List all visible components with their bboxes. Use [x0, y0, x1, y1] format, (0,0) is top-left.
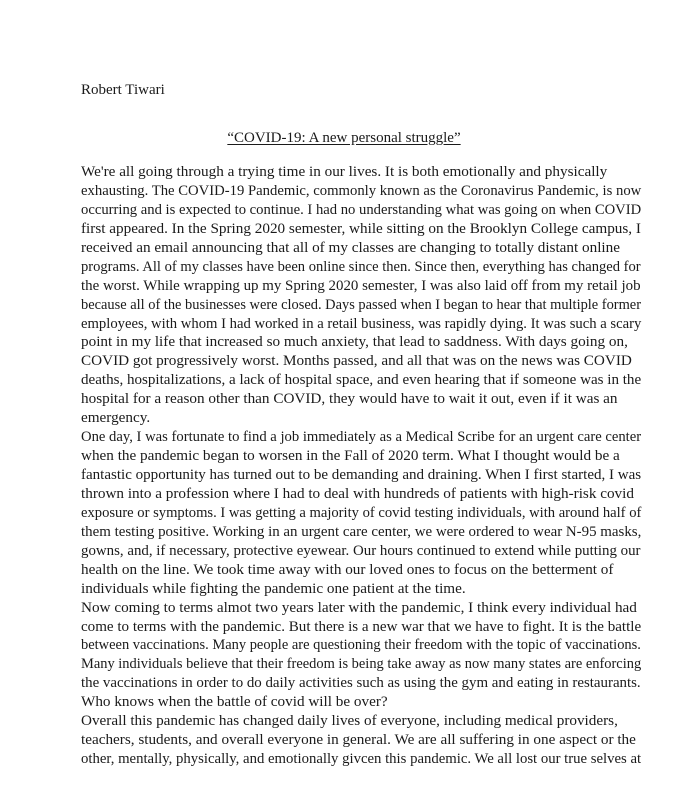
body-line: health on the line. We took time away with our loved ones to focus on the betterment of — [81, 560, 614, 578]
body-line: come to terms with the pandemic. But there is a new war that we have to fight. It is the battle — [81, 617, 642, 635]
body-line: because all of the businesses were closed. Days passed when I began to hear that multiple former — [81, 295, 642, 313]
body-line: them testing positive. Working in an urgent care center, we were ordered to wear N-95 masks, — [81, 522, 642, 540]
body-line: gowns, and, if necessary, protective eyewear. Our hours continued to extend while putting our — [81, 541, 641, 559]
body-line: thrown into a profession where I had to deal with hundreds of patients with high-risk covid — [81, 484, 634, 502]
body-line: first appeared. In the Spring 2020 semester, while sitting on the Brooklyn College campus, I — [81, 219, 641, 237]
body-line: hospital for a reason other than COVID, they would have to wait it out, even if it was an — [81, 390, 618, 408]
body-line: We're all going through a trying time in our lives. It is both emotionally and physically — [81, 163, 608, 180]
essay-title — [0, 129, 688, 147]
body-line: fantastic opportunity has turned out to be demanding and draining. When I first started, I was — [81, 466, 642, 483]
body-line: when the pandemic began to worsen in the Fall of 2020 term. What I thought would be a — [81, 447, 620, 465]
author-name: Robert Tiwari — [81, 82, 165, 98]
body-line: point in my life that increased so much anxiety, that lead to saddness. With days going on, — [81, 333, 628, 351]
essay-body — [81, 163, 641, 769]
body-line: COVID got progressively worst. Months passed, and all that was on the news was COVID — [81, 352, 632, 370]
body-line: programs. All of my classes have been online since then. Since then, everything has changed for — [81, 257, 641, 275]
body-line: Now coming to terms almot two years later with the pandemic, I think every individual had — [81, 598, 637, 616]
body-line: teachers, students, and overall everyone in general. We are all suffering in one aspect or the — [81, 731, 636, 749]
body-line: One day, I was fortunate to find a job immediately as a Medical Scribe for an urgent care center — [81, 428, 642, 446]
essay-title-text: “COVID-19: A new personal struggle” — [227, 130, 461, 146]
body-line: the worst. While wrapping up my Spring 2020 semester, I was also laid off from my retail job — [81, 276, 641, 294]
body-line: exhausting. The COVID-19 Pandemic, commonly known as the Coronavirus Pandemic, is now — [81, 181, 642, 199]
body-line: exposure or symptoms. I was getting a majority of covid testing individuals, with around half of — [81, 503, 642, 521]
body-line: emergency. — [81, 409, 151, 427]
body-line: individuals while fighting the pandemic one patient at the time. — [81, 579, 466, 597]
body-line: received an email announcing that all of my classes are changing to totally distant online — [81, 238, 620, 256]
body-line: Many individuals believe that their freedom is being take away as now many states are enforcing — [81, 655, 642, 673]
body-line: employees, with whom I had worked in a retail business, was rapidly dying. It was such a scary — [81, 314, 642, 332]
body-line: deaths, hospitalizations, a lack of hospital space, and even hearing that if someone was in the — [81, 371, 642, 389]
body-line: between vaccinations. Many people are questioning their freedom with the topic of vaccinations. — [81, 636, 641, 654]
body-line: Overall this pandemic has changed daily lives of everyone, including medical providers, — [81, 712, 618, 730]
body-line: Who knows when the battle of covid will be over? — [81, 693, 388, 711]
body-line: the vaccinations in order to do daily activities such as using the gym and eating in restaurants. — [81, 674, 641, 692]
body-line: occurring and is expected to continue. I had no understanding what was going on when COVID — [81, 200, 642, 218]
body-line: other, mentally, physically, and emotionally givcen this pandemic. We all lost our true selves at — [81, 750, 642, 768]
